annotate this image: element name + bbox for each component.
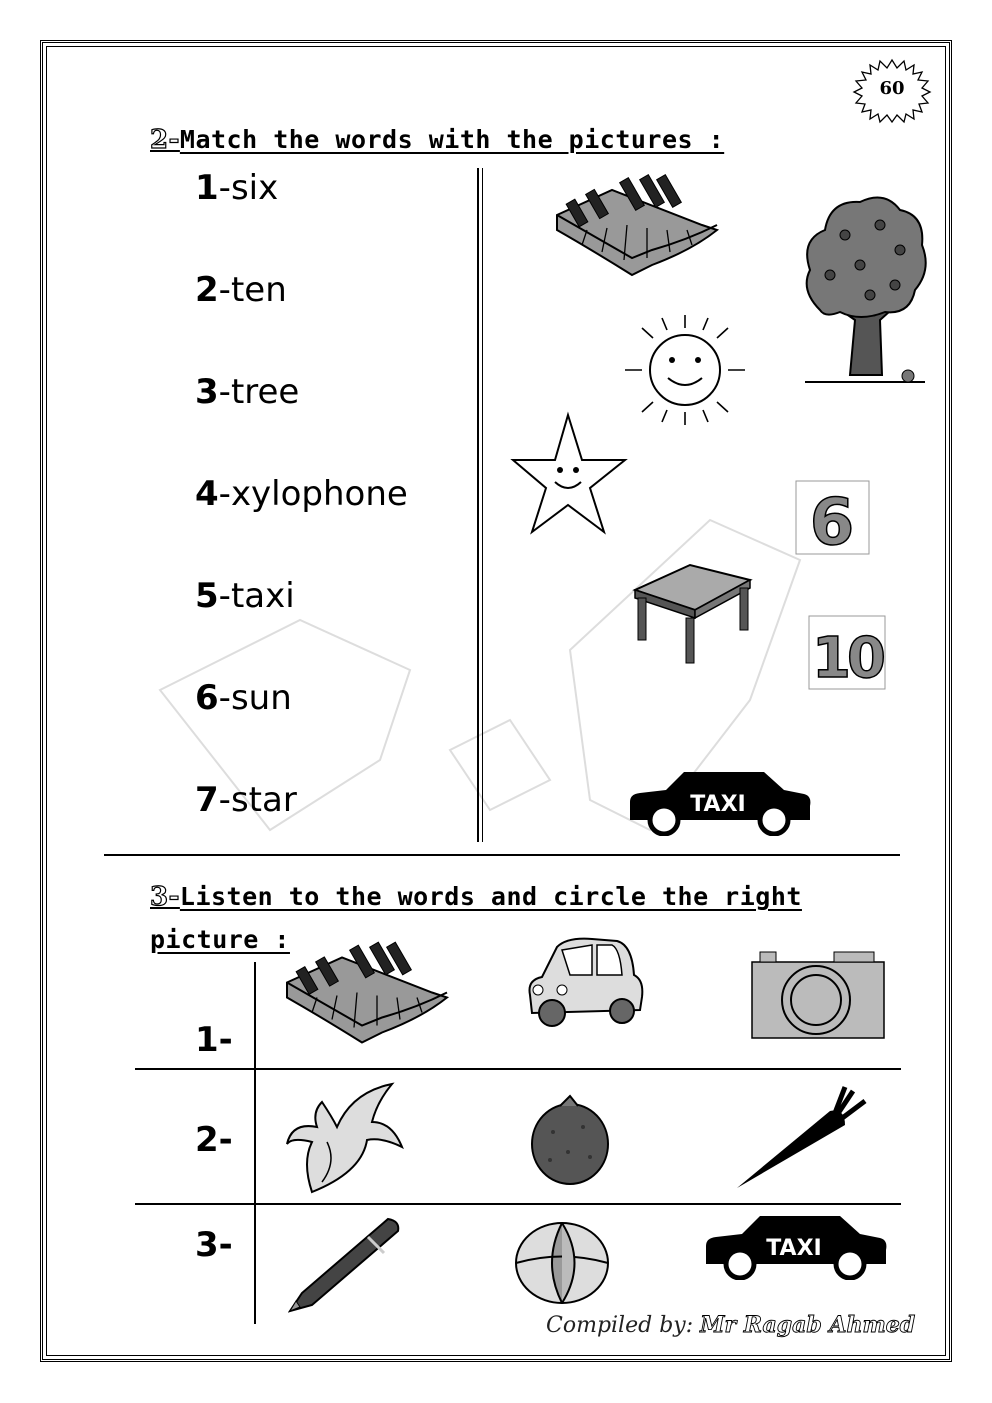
section3-title-line2: picture : <box>150 925 290 954</box>
tree-icon <box>800 190 930 390</box>
match-word-7: 7-star <box>195 780 297 820</box>
banana-icon <box>282 1082 407 1197</box>
match-word-4: 4-xylophone <box>195 474 408 514</box>
number-ten-icon <box>808 615 886 690</box>
match-word-2: 2-ten <box>195 270 287 310</box>
svg-text:TAXI: TAXI <box>690 792 746 817</box>
car-icon <box>522 935 647 1035</box>
taxi-icon <box>628 768 812 836</box>
section3-heading-line2 <box>150 925 290 954</box>
match-word-5: 5-taxi <box>195 576 295 616</box>
xylophone-icon <box>552 170 722 280</box>
page-number-badge <box>852 58 932 124</box>
row-label-2: 2- <box>195 1120 233 1160</box>
svg-text:6: 6 <box>809 486 855 555</box>
grid-row-line-1 <box>135 1068 901 1070</box>
section-separator <box>104 854 900 856</box>
match-divider-line <box>477 168 479 842</box>
pen-icon <box>288 1215 403 1315</box>
sun-icon <box>620 310 750 430</box>
section3-title-line1: Listen to the words and circle the right <box>179 882 802 911</box>
section3-number: 3- <box>150 882 180 912</box>
svg-text:10: 10 <box>812 626 882 690</box>
page-number: 60 <box>879 78 905 99</box>
xylophone-icon <box>282 935 452 1050</box>
section2-heading <box>150 125 724 155</box>
grid-vertical-line <box>254 962 256 1324</box>
footer-prefix: Compiled by: <box>546 1313 701 1338</box>
taxi-icon <box>704 1212 888 1280</box>
camera-icon <box>750 948 886 1040</box>
row-label-1: 1- <box>195 1020 233 1060</box>
footer-author: Mr Ragab Ahmed <box>700 1312 916 1338</box>
match-word-3: 3-tree <box>195 372 300 412</box>
carrot-icon <box>735 1083 870 1193</box>
section3-heading <box>150 882 802 912</box>
row-label-3: 3- <box>195 1225 233 1265</box>
match-divider-line-thin <box>482 168 483 842</box>
section2-number: 2- <box>150 125 180 155</box>
match-word-1: 1-six <box>195 168 279 208</box>
section2-title: Match the words with the pictures : <box>179 125 725 154</box>
svg-text:TAXI: TAXI <box>766 1236 822 1261</box>
star-icon <box>510 410 630 540</box>
ball-icon <box>512 1220 612 1305</box>
number-six-icon <box>795 480 870 555</box>
match-word-6: 6-sun <box>195 678 292 718</box>
table-icon <box>630 560 755 670</box>
orange-icon <box>528 1092 613 1187</box>
grid-row-line-2 <box>135 1203 901 1205</box>
footer-credit <box>546 1312 915 1338</box>
